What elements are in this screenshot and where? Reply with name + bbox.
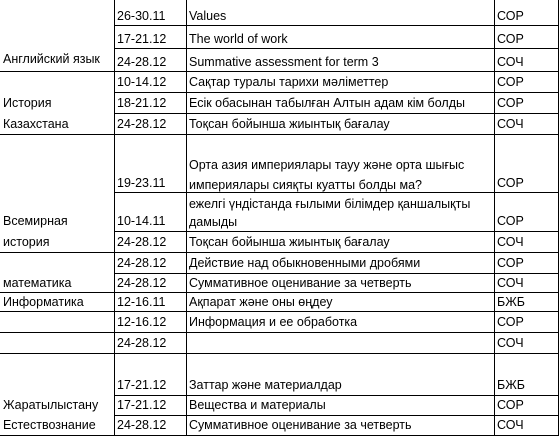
topic-cell: Сақтар туралы тарихи мәліметтер (189, 75, 389, 89)
subject-label: история (3, 235, 50, 249)
row-divider (114, 25, 559, 26)
topic-cell: Values (189, 9, 227, 23)
assessment-type: СОЧ (497, 336, 524, 350)
date-cell: 24-28.12 (117, 117, 167, 131)
date-cell: 12-16.11 (117, 295, 166, 309)
row-divider (114, 92, 559, 93)
column-divider (186, 0, 187, 436)
date-cell: 17-21.12 (117, 32, 167, 46)
subject-label: История (3, 96, 52, 110)
subject-label: Жаратылыстану (3, 398, 99, 412)
row-divider (0, 332, 559, 333)
subject-label: Естествознание (3, 418, 96, 432)
date-cell: 18-21.12 (117, 96, 167, 110)
topic-cell: Тоқсан бойынша жиынтық бағалау (189, 117, 390, 131)
assessment-type: СОР (497, 176, 524, 190)
row-divider (114, 273, 559, 274)
subject-label: Всемирная (3, 214, 68, 228)
date-cell: 10-14.12 (117, 75, 167, 89)
row-divider (0, 311, 559, 312)
assessment-type: СОЧ (497, 55, 524, 69)
subject-label: Казахстана (3, 117, 69, 131)
row-divider (0, 252, 559, 253)
date-cell: 24-28.12 (117, 235, 167, 249)
topic-cell: Есік обасынан табылған Алтын адам кім болды (189, 96, 465, 110)
topic-cell: Действие над обыкновенными дробями (189, 256, 421, 270)
topic-cell: Информация и ее обработка (189, 315, 358, 329)
row-divider (114, 231, 559, 232)
assessment-type: СОР (497, 9, 524, 23)
assessment-type: СОР (497, 214, 524, 228)
subject-label: Английский язык (3, 52, 100, 66)
date-cell: 24-28.12 (117, 418, 167, 432)
row-divider (0, 292, 559, 293)
topic-cell: Заттар және материалдар (189, 378, 342, 392)
row-divider (114, 48, 559, 49)
column-divider (558, 0, 559, 436)
date-cell: 12-16.12 (117, 315, 167, 329)
assessment-type: БЖБ (497, 378, 525, 392)
topic-cell: Суммативное оценивание за четверть (189, 418, 412, 432)
topic-cell: The world of work (189, 32, 288, 46)
row-divider (0, 134, 559, 135)
row-divider (114, 415, 559, 416)
date-cell: 26-30.11 (117, 9, 166, 23)
topic-cell: Вещества и материалы (189, 398, 326, 412)
assessment-type: СОЧ (497, 117, 524, 131)
row-divider (114, 113, 559, 114)
date-cell: 24-28.12 (117, 276, 167, 290)
assessment-type: СОР (497, 315, 524, 329)
date-cell: 24-28.12 (117, 336, 167, 350)
topic-cell: Ақпарат және оны өңдеу (189, 295, 333, 309)
date-cell: 24-28.12 (117, 256, 167, 270)
assessment-type: СОЧ (497, 418, 524, 432)
column-divider (494, 0, 495, 436)
assessment-type: СОЧ (497, 276, 524, 290)
topic-cell: Summative assessment for term 3 (189, 55, 379, 69)
assessment-type: СОР (497, 96, 524, 110)
column-divider (114, 0, 115, 436)
date-cell: 19-23.11 (117, 176, 166, 190)
row-divider (114, 395, 559, 396)
subject-label: Информатика (3, 295, 84, 309)
date-cell: 17-21.12 (117, 378, 167, 392)
date-cell: 24-28.12 (117, 55, 167, 69)
topic-cell: Орта азия империялары тауу және орта шығыс империялары сияқты куатты болды ма? (189, 158, 465, 192)
row-divider (0, 71, 559, 72)
topic-cell: Тоқсан бойынша жиынтық бағалау (189, 235, 390, 249)
assessment-type: БЖБ (497, 295, 525, 309)
assessment-type: СОЧ (497, 235, 524, 249)
assessment-type: СОР (497, 256, 524, 270)
subject-label: математика (3, 276, 72, 290)
topic-cell: ежелгі үндістанда ғылыми білімдер қаншалықты дамыды (189, 197, 471, 229)
assessment-type: СОР (497, 75, 524, 89)
row-divider (0, 353, 559, 354)
assessment-type: СОР (497, 398, 524, 412)
assessment-type: СОР (497, 32, 524, 46)
date-cell: 10-14.11 (117, 214, 166, 228)
date-cell: 17-21.12 (117, 398, 167, 412)
topic-cell: Суммативное оценивание за четверть (189, 276, 412, 290)
